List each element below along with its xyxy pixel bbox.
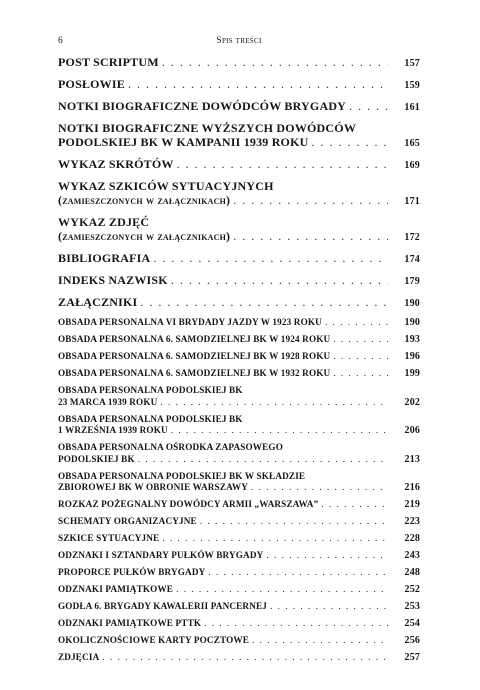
toc-page-number: 202 bbox=[404, 396, 420, 408]
dot-leader bbox=[346, 99, 388, 113]
dot-leader bbox=[174, 157, 388, 171]
table-of-contents bbox=[58, 55, 420, 669]
toc-entry bbox=[58, 584, 420, 596]
toc-entry-title: PODOLSKIEJ BK W KAMPANII 1939 ROKU bbox=[58, 135, 309, 149]
toc-entry-title: GODŁA 6. BRYGADY KAWALERII PANCERNEJ bbox=[58, 601, 268, 611]
dot-leader bbox=[330, 351, 388, 363]
toc-page-number: 256 bbox=[404, 635, 420, 646]
toc-entry bbox=[58, 317, 420, 329]
toc-entry-title: OBSADA PERSONALNA 6. SAMODZIELNEJ BK W 1932 ROKU bbox=[58, 368, 331, 378]
toc-page-number: 223 bbox=[404, 516, 420, 527]
toc-entry bbox=[58, 618, 420, 630]
toc-entry-title: SZKICE SYTUACYJNE bbox=[58, 533, 160, 543]
toc-page-number: 243 bbox=[404, 550, 420, 561]
toc-page-number: 190 bbox=[404, 317, 420, 328]
section-title: Spis treści bbox=[216, 36, 262, 46]
toc-page-number: 159 bbox=[404, 80, 420, 91]
toc-entry bbox=[58, 55, 420, 71]
toc-entry bbox=[58, 179, 420, 209]
dot-leader bbox=[173, 584, 388, 596]
toc-entry bbox=[58, 77, 420, 93]
dot-leader bbox=[137, 295, 388, 309]
toc-entry bbox=[58, 442, 420, 465]
toc-entry-title: (zamieszczonych w załącznikach) bbox=[58, 193, 231, 207]
toc-page-number: 179 bbox=[404, 276, 420, 287]
toc-entry-title: PROPORCE PUŁKÓW BRYGADY bbox=[58, 567, 206, 577]
toc-entry bbox=[58, 251, 420, 267]
dot-leader bbox=[150, 251, 388, 265]
toc-entry bbox=[58, 273, 420, 289]
page-number: 6 bbox=[58, 36, 63, 46]
dot-leader bbox=[330, 334, 388, 346]
dot-leader bbox=[309, 135, 389, 149]
toc-entry bbox=[58, 157, 420, 173]
toc-entry bbox=[58, 652, 420, 664]
toc-entry bbox=[58, 334, 420, 346]
toc-entry bbox=[58, 516, 420, 528]
toc-entry-title: WYKAZ SZKICÓW SYTUACYJNYCH bbox=[58, 179, 274, 193]
toc-page-number: 196 bbox=[404, 351, 420, 362]
toc-entry-title: ODZNAKI I SZTANDARY PUŁKÓW BRYGADY bbox=[58, 550, 264, 560]
toc-entry-title: SCHEMATY ORGANIZACYJNE bbox=[58, 516, 197, 526]
toc-entry-title: OKOLICZNOŚCIOWE KARTY POCZTOWE bbox=[58, 635, 250, 645]
toc-entry-title: ROZKAZ POŻEGNALNY DOWÓDCY ARMII „WARSZAWA” bbox=[58, 499, 319, 509]
toc-entry-title: ZDJĘCIA bbox=[58, 652, 100, 662]
toc-entry-title: PODOLSKIEJ BK bbox=[58, 453, 135, 464]
toc-entry-title: INDEKS NAZWISK bbox=[58, 273, 168, 287]
toc-entry-title: OBSADA PERSONALNA OŚRODKA ZAPASOWEGO bbox=[58, 442, 283, 452]
toc-entry-title: OBSADA PERSONALNA 6. SAMODZIELNEJ BK W 1924 ROKU bbox=[58, 334, 331, 344]
toc-entry bbox=[58, 368, 420, 380]
toc-entry bbox=[58, 533, 420, 545]
toc-entry bbox=[58, 601, 420, 613]
toc-page-number: 199 bbox=[404, 368, 420, 379]
toc-entry bbox=[58, 385, 420, 408]
toc-entry-title: ODZNAKI PAMIĄTKOWE PTTK bbox=[58, 618, 202, 628]
dot-leader bbox=[318, 499, 388, 511]
toc-entry bbox=[58, 295, 420, 311]
toc-page-number: 171 bbox=[404, 196, 420, 207]
dot-leader bbox=[168, 273, 388, 287]
dot-leader bbox=[248, 482, 388, 494]
running-head bbox=[58, 36, 420, 50]
dot-leader bbox=[99, 652, 388, 664]
dot-leader bbox=[322, 317, 388, 329]
toc-entry-title: (zamieszczonych w załącznikach) bbox=[58, 229, 231, 243]
toc-entry bbox=[58, 550, 420, 562]
dot-leader bbox=[159, 55, 388, 69]
toc-entry-title: POST SCRIPTUM bbox=[58, 55, 159, 69]
toc-entry bbox=[58, 121, 420, 151]
dot-leader bbox=[263, 550, 388, 562]
toc-entry-title: NOTKI BIOGRAFICZNE WYŻSZYCH DOWÓDCÓW bbox=[58, 121, 357, 135]
toc-entry-title: WYKAZ ZDJĘĆ bbox=[58, 215, 150, 229]
toc-page-number: 157 bbox=[404, 58, 420, 69]
toc-entry-title: OBSADA PERSONALNA PODOLSKIEJ BK bbox=[58, 385, 243, 395]
toc-page-number: 257 bbox=[404, 652, 420, 663]
toc-page-number: 190 bbox=[404, 298, 420, 309]
toc-entry bbox=[58, 414, 420, 437]
toc-page-number: 254 bbox=[404, 618, 420, 629]
toc-entry-title: WYKAZ SKRÓTÓW bbox=[58, 157, 174, 171]
dot-leader bbox=[135, 454, 388, 466]
toc-page-number: 193 bbox=[404, 334, 420, 345]
toc-entry-title: 23 MARCA 1939 ROKU bbox=[58, 396, 158, 407]
dot-leader bbox=[159, 533, 388, 545]
toc-page-number: 161 bbox=[404, 102, 420, 113]
toc-page-number: 172 bbox=[404, 232, 420, 243]
toc-page-number: 206 bbox=[404, 425, 420, 436]
toc-page-number: 219 bbox=[404, 499, 420, 510]
dot-leader bbox=[249, 635, 388, 647]
dot-leader bbox=[230, 193, 388, 207]
toc-page-number: 252 bbox=[404, 584, 420, 595]
toc-entry bbox=[58, 351, 420, 363]
toc-page-number: 174 bbox=[404, 254, 420, 265]
toc-page-number: 165 bbox=[404, 138, 420, 149]
toc-entry bbox=[58, 215, 420, 245]
toc-entry-title: ZBIOROWEJ BK W OBRONIE WARSZAWY bbox=[58, 482, 248, 492]
toc-entry-title: NOTKI BIOGRAFICZNE DOWÓDCÓW BRYGADY bbox=[58, 99, 347, 113]
toc-page-number: 169 bbox=[404, 160, 420, 171]
toc-entry bbox=[58, 471, 420, 494]
toc-page-number: 248 bbox=[404, 567, 420, 578]
toc-entry bbox=[58, 99, 420, 115]
toc-entry-title: OBSADA PERSONALNA 6. SAMODZIELNEJ BK W 1928 ROKU bbox=[58, 351, 331, 361]
toc-entry-title: BIBLIOGRAFIA bbox=[58, 251, 151, 265]
toc-entry-title: 1 WRZEŚNIA 1939 ROKU bbox=[58, 425, 168, 435]
toc-entry bbox=[58, 499, 420, 511]
toc-entry-title: OBSADA PERSONALNA VI BRYDADY JAZDY W 1923 ROKU bbox=[58, 317, 322, 327]
toc-entry-title: OBSADA PERSONALNA PODOLSKIEJ BK W SKŁADZIE bbox=[58, 470, 306, 481]
dot-leader bbox=[201, 618, 388, 630]
dot-leader bbox=[330, 368, 388, 380]
toc-page-number: 213 bbox=[404, 453, 420, 465]
toc-entry-title: ZAŁĄCZNIKI bbox=[58, 295, 138, 309]
dot-leader bbox=[197, 516, 388, 528]
toc-page-number: 253 bbox=[404, 601, 420, 612]
toc-entry bbox=[58, 567, 420, 579]
toc-page-number: 216 bbox=[404, 482, 420, 493]
dot-leader bbox=[125, 77, 388, 91]
dot-leader bbox=[267, 601, 388, 613]
dot-leader bbox=[168, 425, 388, 437]
dot-leader bbox=[230, 229, 388, 243]
toc-entry-title: POSŁOWIE bbox=[58, 77, 125, 91]
toc-entry-title: OBSADA PERSONALNA PODOLSKIEJ BK bbox=[58, 413, 243, 424]
toc-page-number: 228 bbox=[404, 533, 420, 544]
dot-leader bbox=[157, 397, 388, 409]
toc-entry bbox=[58, 635, 420, 647]
dot-leader bbox=[205, 567, 388, 579]
toc-entry-title: ODZNAKI PAMIĄTKOWE bbox=[58, 584, 174, 594]
